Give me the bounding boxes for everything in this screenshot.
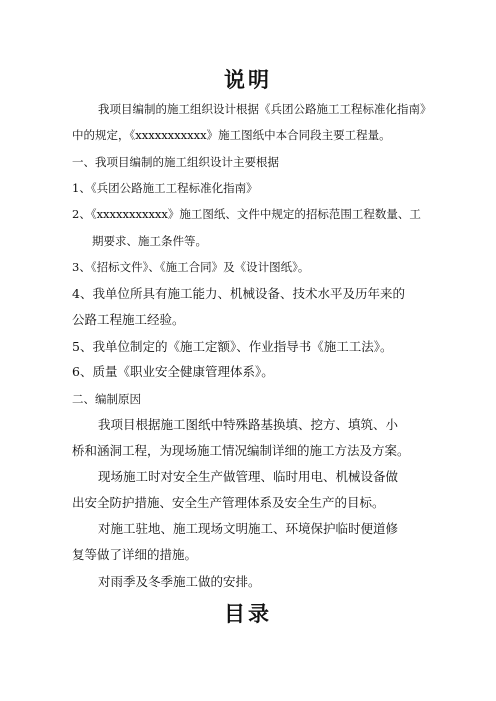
- toc-title: 目录: [224, 602, 272, 626]
- list-item: 4、我单位所具有施工能力、机械设备、技术水平及历年来的: [72, 286, 405, 301]
- paragraph-line: 我项目编制的施工组织设计根据《兵团公路施工工程标准化指南》: [98, 102, 432, 116]
- paragraph-line: 复等做了详细的措施。: [72, 547, 198, 562]
- paragraph-line: 对雨季及冬季施工做的安排。: [98, 574, 261, 589]
- list-item: 2、《xxxxxxxxxxx》施工图纸、文件中规定的招标范围工程数量、工: [72, 207, 421, 221]
- paragraph-line: 中的规定，《xxxxxxxxxxx》施工图纸中本合同段主要工程量。: [72, 128, 391, 142]
- list-item: 1、《兵团公路施工工程标准化指南》: [72, 181, 258, 195]
- page-title: 说明: [224, 68, 272, 92]
- paragraph-line: 我项目根据施工图纸中特殊路基换填、挖方、填筑、小: [98, 417, 399, 432]
- paragraph-line: 现场施工时对安全生产做管理、临时用电、机械设备做: [98, 469, 399, 484]
- paragraph-line: 对施工驻地、施工现场文明施工、环境保护临时便道修: [98, 521, 399, 536]
- list-item-continuation: 期要求、施工条件等。: [92, 234, 207, 248]
- paragraph-line: 出安全防护措施、安全生产管理体系及安全生产的目标。: [72, 495, 385, 510]
- paragraph-line: 桥和涵洞工程，为现场施工情况编制详细的施工方法及方案。: [72, 443, 410, 458]
- section-heading: 一、我项目编制的施工组织设计主要根据: [72, 155, 279, 169]
- list-item-continuation: 公路工程施工经验。: [72, 312, 185, 327]
- list-item: 6、质量《职业安全健康管理体系》。: [72, 364, 274, 379]
- section-heading: 二、编制原因: [72, 392, 141, 406]
- list-item: 3、《招标文件》、《施工合同》及《设计图纸》。: [72, 260, 310, 274]
- list-item: 5、我单位制定的《施工定额》、作业指导书《施工工法》。: [72, 339, 393, 354]
